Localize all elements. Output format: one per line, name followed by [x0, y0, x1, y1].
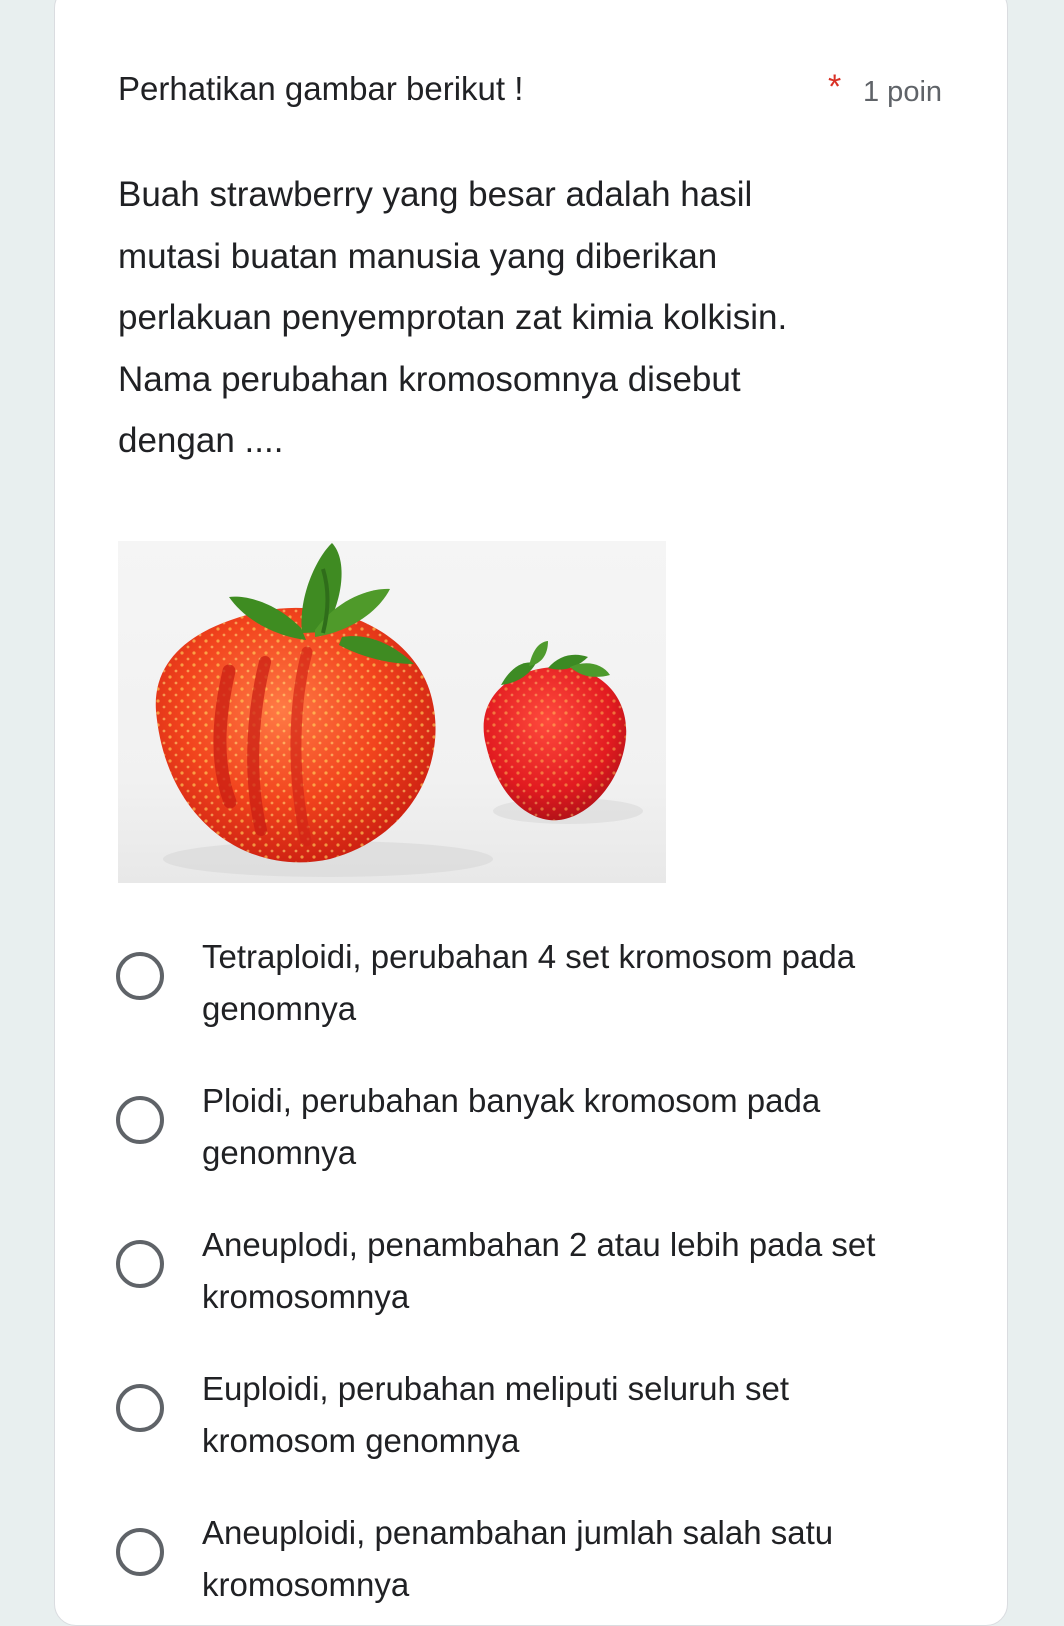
answer-option-4[interactable] — [116, 1363, 936, 1463]
points-label: 1 poin — [863, 76, 943, 108]
option-label: Euploidi, perubahan meliputi seluruh set kromosom genomnya — [202, 1370, 790, 1459]
option-label: Aneuploidi, penambahan jumlah salah satu kromosomnya — [202, 1514, 834, 1603]
option-label: Aneuplodi, penambahan 2 atau lebih pada set kromosomnya — [202, 1226, 876, 1315]
required-asterisk: * — [828, 68, 842, 106]
radio-button[interactable] — [116, 952, 164, 1000]
radio-button[interactable] — [116, 1240, 164, 1288]
question-image — [118, 541, 666, 883]
answer-option-1[interactable] — [116, 931, 936, 1031]
answer-option-3[interactable] — [116, 1219, 936, 1319]
strawberries-image — [118, 541, 666, 883]
answer-option-2[interactable] — [116, 1075, 936, 1175]
radio-button[interactable] — [116, 1528, 164, 1576]
answer-option-5[interactable] — [116, 1507, 936, 1607]
question-text: Buah strawberry yang besar adalah hasil mutasi buatan manusia yang diberikan perlakuan penyemprotan zat kimia kolkisin. Nama perubahan kromosomnya disebut dengan .... — [118, 175, 788, 460]
question-title: Perhatikan gambar berikut ! — [118, 70, 524, 107]
radio-button[interactable] — [116, 1096, 164, 1144]
radio-button[interactable] — [116, 1384, 164, 1432]
question-header — [118, 66, 948, 116]
option-label: Tetraploidi, perubahan 4 set kromosom pada genomnya — [202, 938, 856, 1027]
option-label: Ploidi, perubahan banyak kromosom pada genomnya — [202, 1082, 821, 1171]
